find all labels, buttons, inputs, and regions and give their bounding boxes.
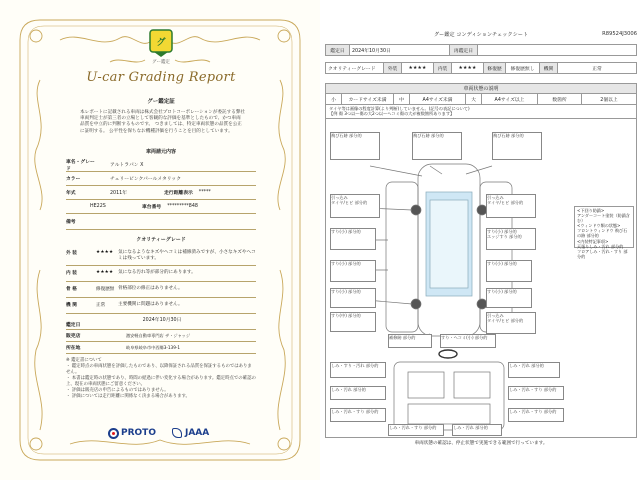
report-notes — [66, 358, 256, 400]
condition-check-sheet — [320, 0, 640, 480]
svg-text:グ: グ — [156, 38, 166, 48]
model-code-value: HE22S — [90, 204, 106, 209]
damage-note-left-rear: すり(小) 部分的 — [330, 288, 376, 308]
size-legend-cell: 大 — [466, 94, 482, 104]
ext-label: 外装 — [384, 63, 402, 74]
legend-note — [326, 105, 636, 119]
interior-note-6: しみ・汚れ・すり 部分的 — [508, 408, 564, 422]
proto-mark-icon — [108, 428, 119, 439]
damage-note-right-rear-tire: 引っ込み タイヤ/ヒビ 部分的 — [486, 312, 536, 334]
damage-note-windshield: 飛び石跡 部分的 — [412, 132, 462, 160]
damage-note-front-left: 飛び石跡 部分的 — [330, 132, 380, 160]
special-note-line: フロアしみ・汚れ・すり 部分的 — [577, 248, 628, 259]
engine-value: 正常 — [558, 63, 637, 74]
shop-value: 激安軽自動車専門店 ザ・ジャッジ — [126, 332, 191, 338]
jaaa-logo-text: JAAA — [184, 428, 210, 438]
logo-caption: グー鑑定 — [152, 60, 170, 65]
interior-note-4: しみ・汚れ・すり 部分的 — [508, 386, 564, 400]
grade-label: 骨 格 — [66, 287, 77, 292]
recheck-label: 再鑑定日 — [450, 45, 478, 56]
jaaa-logo — [172, 428, 209, 438]
vehicle-section-heading: 車両請元内容 — [145, 149, 176, 155]
damage-note-right-rear: すり(小) 部分的 — [486, 288, 532, 308]
grade-label: クオリティーグレード — [326, 63, 384, 74]
special-notes-box — [574, 206, 634, 259]
grade-row-frame — [66, 282, 256, 298]
certificate-body: 本レポートに記載される車両は株式会社プロトコーポレーションが委託する弊社車両判定士が第三者の立場として客観的な評価を基準としたもので、かつ車両品質を中立的に判断するものです。 つきましては、特定車両状態の品質を公正に証明する。 公平性を保ちなお機種評価を行うことを目的としています。 — [80, 110, 246, 134]
special-note-line: 天張りしみ・汚れ 部分的 — [577, 243, 624, 249]
special-note-line: <内装特記事項> — [577, 238, 609, 244]
year-label: 年式 — [66, 191, 76, 196]
proto-logo — [108, 428, 156, 439]
recheck-value — [478, 45, 637, 56]
date-label: 鑑定日 — [326, 45, 350, 56]
model-value: アルトラパン X — [110, 163, 144, 168]
mileage-value: ***** — [198, 190, 211, 195]
grade-description: 主要機関に問題はありません。 — [118, 302, 183, 307]
special-note-line: フロントウィンドウ 飛び石の跡 部分的 — [577, 228, 628, 239]
special-note-line: アンダーコート塗装（防錆含む） — [577, 213, 630, 224]
grade-description: 骨格部位の修正はありません。 — [118, 286, 183, 291]
chassis-row — [66, 200, 256, 214]
size-legend-cell: 数箇所 — [538, 94, 582, 104]
note-line: ・ 鑑定時点の車両状態を評価したものであり、以降保証される品質を保証するものではありません。 — [66, 364, 252, 375]
size-legend-cell: 2個以上 — [600, 97, 618, 103]
interior-note-8: しみ・汚れ 部分的 — [452, 424, 502, 436]
grade-row-interior — [66, 266, 256, 282]
grade-label: 外 装 — [66, 251, 77, 256]
address-label: 所在地 — [66, 346, 81, 351]
sheet-id: R89524J3006 — [602, 31, 637, 37]
state-title: 車両状態の説明 — [326, 84, 636, 94]
note-line: ※ 鑑定書について — [66, 358, 102, 363]
sheet-title: グー鑑定 コンディションチェックシート — [433, 32, 529, 38]
damage-note-left-quarter: すり(中) 部分的 — [330, 312, 376, 332]
bottom-note: 車両状態の確認は、停止状態で実施できる範囲で行っています。 — [414, 441, 548, 446]
date-label: 鑑定日 — [66, 323, 81, 328]
color-label: カラー — [66, 177, 81, 182]
color-value: チェリーピンクパールメタリック — [110, 177, 181, 182]
damage-note-front-right: 飛び石跡 部分的 — [492, 132, 542, 160]
interior-note-1: しみ・すり・汚れ 部分的 — [330, 362, 386, 378]
size-legend-cell: A4サイズ以上 — [482, 94, 538, 104]
footer-logos — [108, 425, 228, 441]
model-row — [66, 158, 256, 172]
chassis-value: *********848 — [167, 204, 198, 209]
size-legend-cell: 小 — [326, 94, 342, 104]
interior-note-5: しみ・汚れ・すり 部分的 — [330, 408, 386, 422]
grade-label: 機 関 — [66, 303, 77, 308]
legend-line: タイヤ等は画像の程度計算(より判断)していません。(記号の表記について) — [329, 106, 470, 111]
jaaa-mark-icon — [172, 428, 182, 438]
vehicle-state-box — [325, 83, 637, 438]
model-label: 車名・グレード — [66, 159, 95, 172]
int-label: 内装 — [434, 63, 452, 74]
goo-kantei-logo-icon — [148, 28, 174, 58]
note-line: ・ 評価は販売店の申告によるものではありません。 — [66, 388, 169, 393]
address-row — [66, 342, 256, 354]
remarks-row — [66, 214, 256, 230]
frame-label: 修復歴 — [484, 63, 506, 74]
int-value: ★★★★ — [452, 63, 484, 74]
grade-row-exterior — [66, 246, 256, 266]
grade-stars: ★★★★ — [96, 270, 114, 275]
damage-note-right-front-tire: 引っ込み タイヤ/ヒビ 部分的 — [486, 194, 536, 218]
mileage-label: 走行距離表示 — [164, 191, 193, 196]
date-value: 2024年10月30日 — [350, 45, 450, 56]
size-legend-row — [326, 94, 636, 105]
damage-note-rear-bumper: 補修跡 部分的 — [388, 334, 432, 348]
interior-note-7: しみ・汚れ・すり 部分的 — [388, 424, 444, 436]
size-legend-cell: 中 — [394, 94, 410, 104]
legend-line: 【例 傷 3つ以～傷の大2つ以～ヘコミ傷の大が複数箇所あります】 — [329, 111, 455, 117]
special-note-line: <ウィンドウ類の状態> — [577, 223, 621, 229]
color-row — [66, 172, 256, 186]
grade-stars: 修復歴無 — [96, 287, 115, 292]
shop-row — [66, 330, 256, 342]
note-line: ・ 評価については走行距離に関係なく決まる場合があります。 — [66, 394, 190, 399]
size-legend-cell: A4サイズ未満 — [410, 94, 466, 104]
damage-note-rear-gate: すり・ヘコミ(小) 部分的 — [440, 334, 496, 348]
interior-note-3: しみ・汚れ 部分的 — [330, 386, 386, 400]
damage-note-left-rear-door: すり(小) 部分的 — [330, 260, 376, 282]
ext-value: ★★★★ — [402, 63, 434, 74]
grade-description: 気になるようなキズやヘコミは補修済みですが、小さなキズやヘコミは残っています。 — [118, 250, 256, 261]
damage-note-right-door: すり(小) 部分的 エッジすり 部分的 — [486, 228, 536, 250]
proto-logo-text: PROTO — [121, 428, 156, 438]
note-line: ・ 本書は鑑定時の状態であり、時間の経過に伴い変化する場合があります。鑑定時点での確認の上、現在の車両状態にご留意ください。 — [66, 376, 256, 387]
certificate-title: グー鑑定証 — [147, 99, 175, 105]
date-value: 2024年10月30日 — [142, 317, 182, 323]
quality-section-heading: クオリティーグレード — [136, 237, 186, 243]
report-title: U-car Grading Report — [86, 70, 236, 85]
size-legend-cell: カードサイズ未満 — [342, 94, 394, 104]
year-value: 2011年 — [110, 191, 128, 196]
year-row — [66, 186, 256, 200]
grade-row-engine — [66, 298, 256, 314]
address-value: 岐阜県岐阜市中西郷3-139-1 — [126, 344, 181, 350]
frame-value: 修復歴無し — [506, 63, 540, 74]
grade-stars: ★★★★ — [96, 250, 114, 255]
engine-label: 機関 — [540, 63, 558, 74]
car-diagram — [326, 128, 638, 438]
special-note-line: <下回り防錆> — [577, 208, 605, 213]
grade-stars: 正常 — [96, 303, 106, 308]
remarks-label: 備考 — [66, 220, 76, 225]
interior-note-2: しみ・汚れ 部分的 — [508, 362, 560, 378]
date-table — [325, 44, 637, 56]
date-label-row — [66, 320, 256, 330]
damage-note-left-door: すり(小) 部分的 — [330, 228, 376, 250]
damage-note-right-rear-door: すり(小) 部分的 — [486, 260, 532, 282]
grade-description: 気になる汚れ等が部分的にあります。 — [118, 270, 196, 275]
grade-label: 内 装 — [66, 271, 77, 276]
chassis-label: 車台番号 — [142, 205, 162, 210]
damage-note-left-front-tire: 引っ込み タイヤ/ヒビ 部分的 — [330, 194, 380, 218]
sheet-header — [325, 31, 637, 38]
shop-label: 販売店 — [66, 334, 81, 339]
grade-table — [325, 62, 637, 74]
